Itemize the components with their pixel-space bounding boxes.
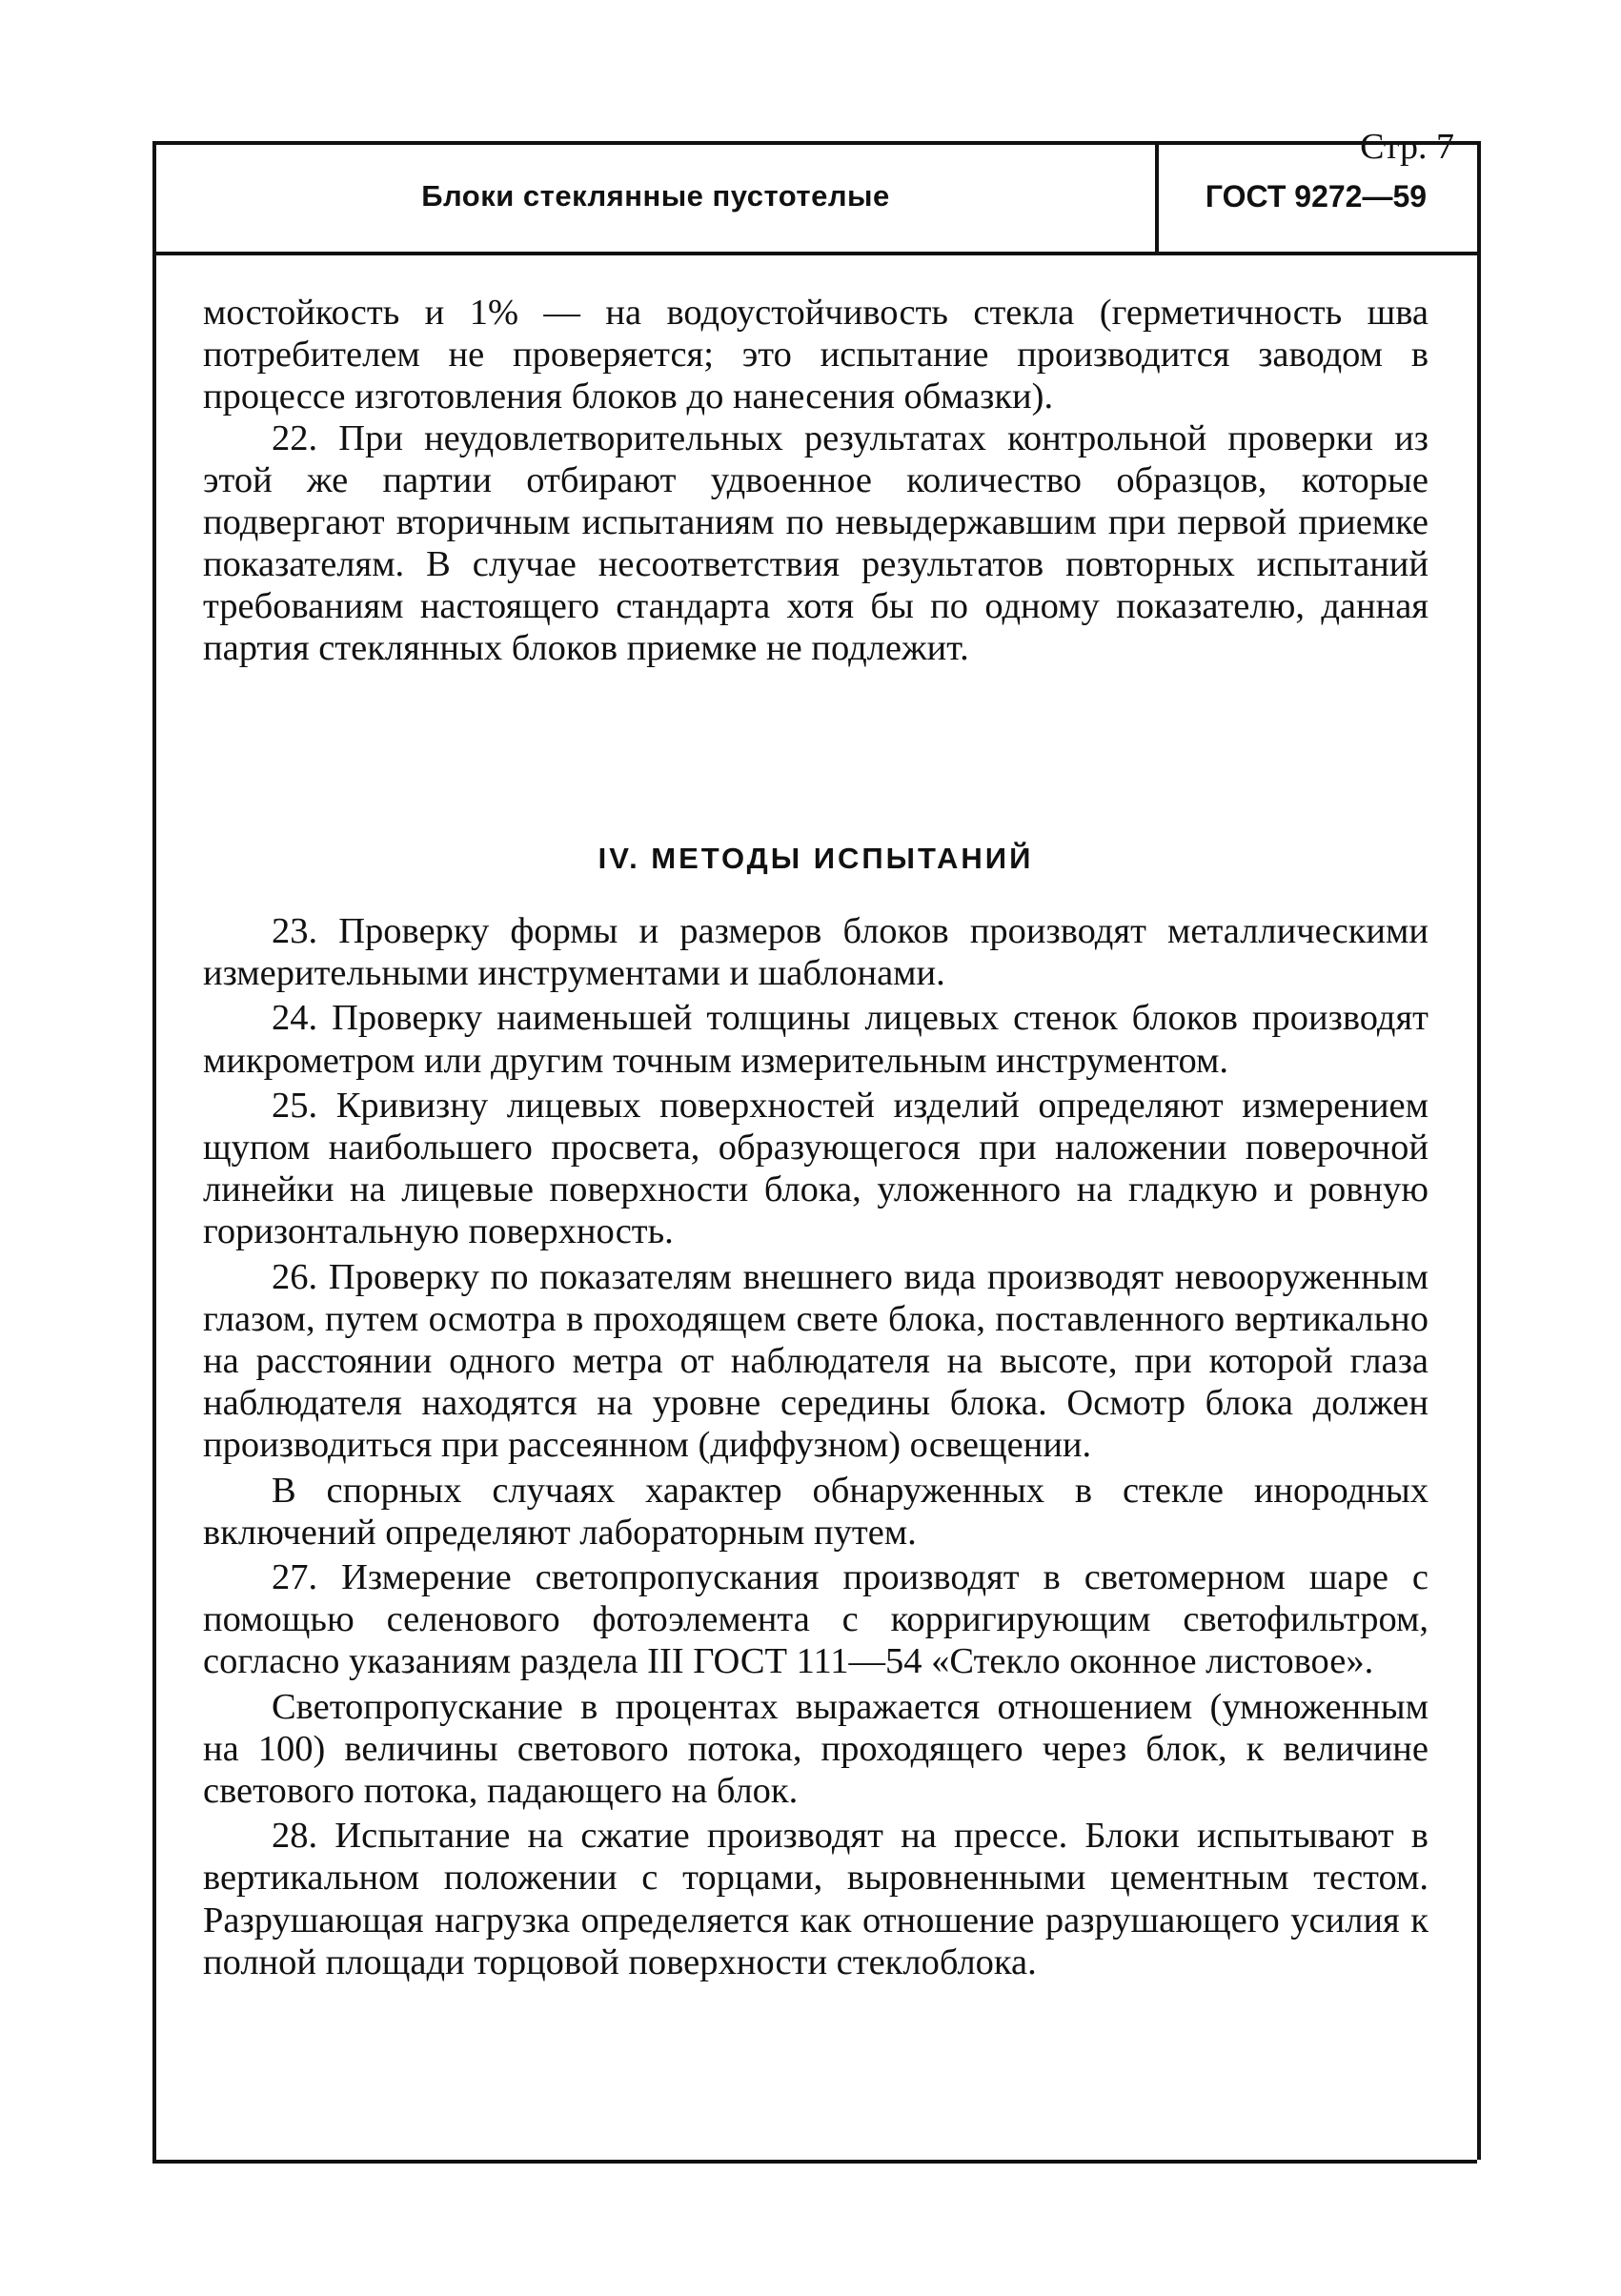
document-title: Блоки стеклянные пустотелые — [421, 179, 890, 213]
standard-code: ГОСТ 9272—59 — [1205, 178, 1428, 213]
paragraph-25: 25. Кривизну лицевых поверхностей изделий определяют измерением щупом наибольшего просвета, образующегося при наложении поверочной линейки на лицевые поверхности блока, уложенного на гладкую и ровную горизонтальную поверхность. — [203, 1085, 1429, 1252]
section-heading: IV. МЕТОДЫ ИСПЫТАНИЙ — [598, 842, 1034, 875]
header-bottom-rule — [152, 252, 1477, 255]
paragraph-27: 27. Измерение светопропускания производят в светомерном шаре с помощью селенового фотоэлемента с корригирующим светофильтром, согласно указаниям раздела III ГОСТ 111—54 «Стекло оконное листовое». — [203, 1557, 1429, 1682]
paragraph-26: 26. Проверку по показателям внешнего вида производят невооруженным глазом, путем осмотра в проходящем свете блока, поставленного вертикально на расстоянии одного метра от наблюдателя на высоте, при которой глаза наблюдателя находятся на уровне середины блока. Осмотр блока должен производиться при рассеянном (диффузном) освещении. — [203, 1256, 1429, 1466]
frame-bottom-rule — [152, 2160, 1477, 2164]
paragraph-23: 23. Проверку формы и размеров блоков производят металлическими измерительными инструментами и шаблонами. — [203, 911, 1429, 994]
paragraph-27-note: Светопропускание в процентах выражается отношением (умноженным на 100) величины светового потока, проходящего через блок, к величине светового потока, падающего на блок. — [203, 1686, 1429, 1812]
paragraph-28: 28. Испытание на сжатие производят на прессе. Блоки испытывают в вертикальном положении с торцами, выровненными цементным тестом. Разрушающая нагрузка определяется как отношение разрушающего усилия к полной площади торцовой поверхности стеклоблока. — [203, 1816, 1429, 1982]
section-3-continuation — [203, 292, 1429, 669]
paragraph-22: 22. При неудовлетворительных результатах контрольной проверки из этой же партии отбирают удвоенное количество образцов, которые подвергают вторичным испытаниям по невыдержавшим при первой приемке показателям. В случае несоответствия результатов повторных испытаний требованиям настоящего стандарта хотя бы по одному показателю, данная партия стеклянных блоков приемке не подлежит. — [203, 418, 1429, 668]
paragraph-continuation: мостойкость и 1% — на водоустойчивость стекла (герметичность шва потребителем не проверяется; это испытание производится заводом в процессе изготовления блоков до нанесения обмазки). — [203, 293, 1429, 417]
paragraph-26-note: В спорных случаях характер обнаруженных в стекле инородных включений определяют лабораторным путем. — [203, 1470, 1429, 1553]
section-4-body — [203, 910, 1429, 1986]
page-number: Стр. 7 — [1360, 127, 1454, 167]
paragraph-24: 24. Проверку наименьшей толщины лицевых стенок блоков производят микрометром или другим точным измерительным инструментом. — [203, 998, 1429, 1081]
